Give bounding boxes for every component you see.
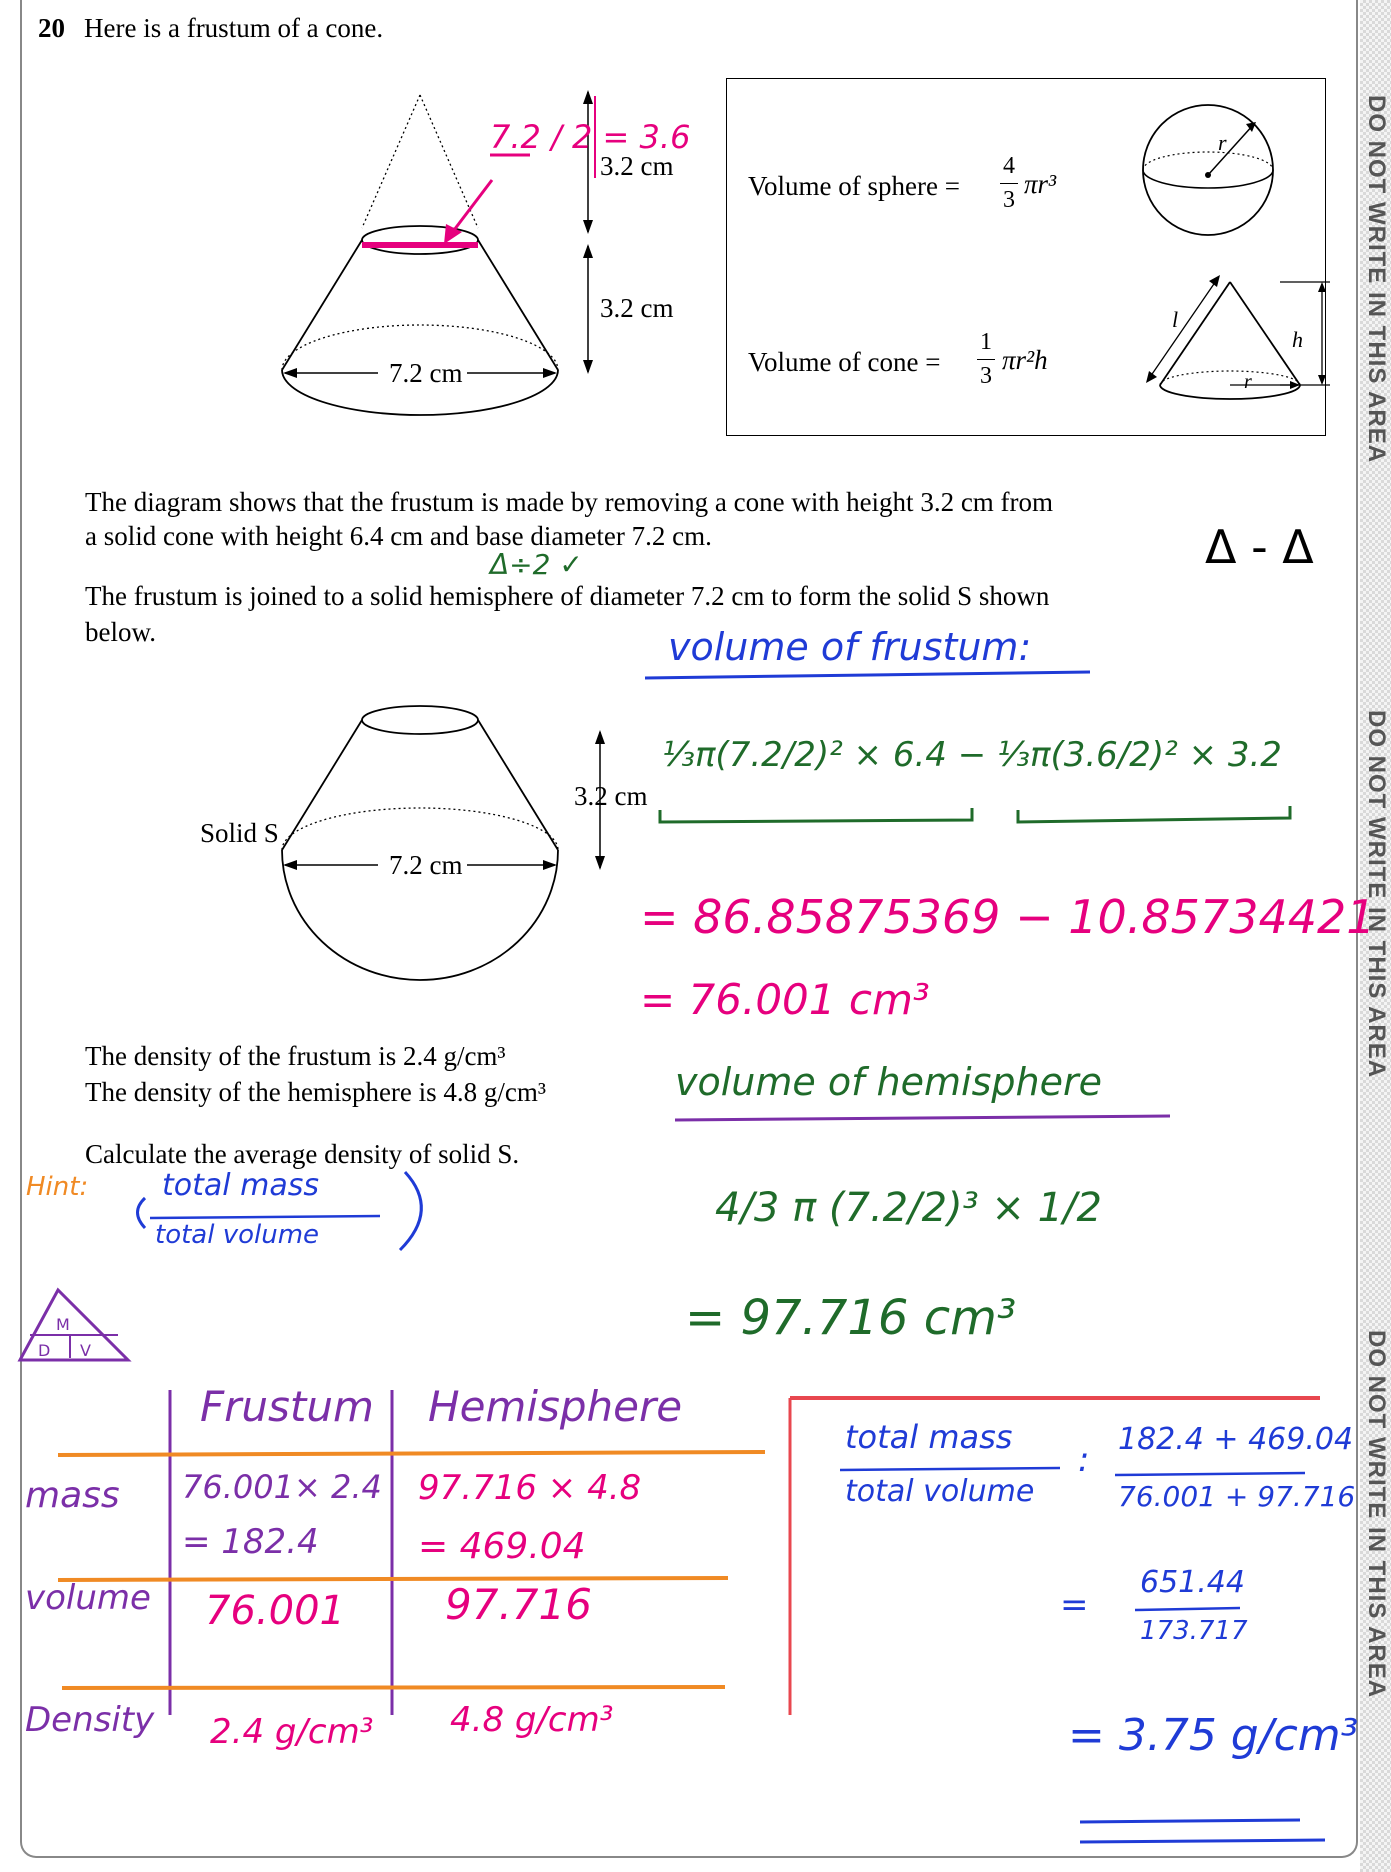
svg-text:M: M bbox=[56, 1315, 70, 1334]
hw-hemi-heading: volume of hemisphere bbox=[675, 1060, 1102, 1104]
instruction-text: Calculate the average density of solid S. bbox=[85, 1139, 520, 1169]
hw-ratio-num: total mass bbox=[845, 1418, 1013, 1456]
cone-height-label: h bbox=[1292, 327, 1303, 352]
hw-row-density: Density bbox=[25, 1700, 155, 1740]
hw-hint-label: Hint: bbox=[26, 1172, 89, 1202]
question-number: 20 bbox=[38, 13, 65, 43]
hw-frustum-line1: = 86.85875369 − 10.85734421 bbox=[640, 890, 1376, 944]
sphere-formula-den: 3 bbox=[1003, 187, 1015, 213]
base-diameter-label: 7.2 cm bbox=[385, 355, 467, 391]
hw-calc-eq: = bbox=[1060, 1585, 1089, 1625]
formula-box bbox=[726, 78, 1326, 436]
solid-diameter-label: 7.2 cm bbox=[385, 847, 467, 883]
solid-height-label: 3.2 cm bbox=[574, 781, 648, 811]
svg-text:D: D bbox=[38, 1341, 51, 1360]
hw-hemi-result: = 97.716 cm³ bbox=[685, 1290, 1017, 1346]
hw-density-hemi: 4.8 g/cm³ bbox=[450, 1700, 614, 1740]
hw-mass-hemi-result: = 469.04 bbox=[418, 1526, 586, 1567]
sphere-formula-rest: πr³ bbox=[1024, 169, 1057, 199]
hw-calc-den2: 173.717 bbox=[1140, 1616, 1248, 1646]
hw-frustum-heading: volume of frustum: bbox=[668, 625, 1032, 669]
hw-mass-hemi-calc: 97.716 × 4.8 bbox=[418, 1468, 642, 1508]
density-frustum-text: The density of the frustum is 2.4 g/cm³ bbox=[85, 1041, 506, 1071]
hw-density-frustum: 2.4 g/cm³ bbox=[210, 1712, 374, 1752]
hw-table-col2: Hemisphere bbox=[428, 1382, 683, 1431]
hw-calc-den: 76.001 + 97.716 bbox=[1118, 1480, 1356, 1513]
cone-slant-label: l bbox=[1172, 307, 1179, 332]
cone-radius-label: r bbox=[1244, 371, 1252, 393]
hw-volume-hemi: 97.716 bbox=[445, 1580, 592, 1629]
sphere-formula-label: Volume of sphere = bbox=[748, 171, 960, 201]
hw-mass-frustum-result: = 182.4 bbox=[182, 1522, 319, 1562]
hw-hint-num: total mass bbox=[162, 1168, 320, 1203]
svg-text:V: V bbox=[80, 1341, 91, 1360]
cone-formula-num: 1 bbox=[980, 329, 992, 355]
solid-s-label: Solid S bbox=[200, 818, 279, 848]
hw-pink-fraction: 7.2 / 2 = 3.6 bbox=[490, 118, 691, 156]
cone-formula-rest: πr²h bbox=[1002, 345, 1048, 375]
hw-mass-frustum-calc: 76.001× 2.4 bbox=[182, 1468, 382, 1506]
cone-formula-den: 3 bbox=[980, 363, 992, 389]
hw-row-mass: mass bbox=[25, 1475, 120, 1516]
hw-hint-den: total volume bbox=[155, 1220, 320, 1250]
hw-ratio-den: total volume bbox=[845, 1474, 1035, 1509]
hw-triangle-note: Δ - Δ bbox=[1205, 520, 1314, 574]
hw-ratio-eq: : bbox=[1078, 1440, 1090, 1480]
sphere-formula-num: 4 bbox=[1003, 153, 1015, 179]
hw-frustum-expr: ⅓π(7.2/2)² × 6.4 − ⅓π(3.6/2)² × 3.2 bbox=[662, 735, 1282, 775]
margin-warning: DO NOT WRITE IN THIS AREA bbox=[1363, 95, 1390, 464]
lower-height-label: 3.2 cm bbox=[600, 293, 674, 323]
question-title: Here is a frustum of a cone. bbox=[84, 13, 384, 43]
margin-warning: DO NOT WRITE IN THIS AREA bbox=[1363, 710, 1390, 1079]
hw-volume-frustum: 76.001 bbox=[205, 1588, 345, 1634]
hw-table-col1: Frustum bbox=[200, 1382, 374, 1431]
hw-hemi-expr: 4/3 π (7.2/2)³ × 1/2 bbox=[715, 1185, 1102, 1231]
para1-line1: The diagram shows that the frustum is made by removing a cone with height 3.2 cm from bbox=[85, 487, 1054, 517]
hw-calc-num2: 651.44 bbox=[1140, 1565, 1245, 1600]
hw-calc-num: 182.4 + 469.04 bbox=[1118, 1422, 1354, 1457]
hw-frustum-line2: = 76.001 cm³ bbox=[640, 975, 930, 1024]
para2-line1: The frustum is joined to a solid hemisphere of diameter 7.2 cm to form the solid S shown bbox=[85, 581, 1050, 611]
margin-warning: DO NOT WRITE IN THIS AREA bbox=[1363, 1330, 1390, 1699]
hw-row-volume: volume bbox=[25, 1578, 151, 1618]
hw-tick-note: Δ÷2 ✓ bbox=[490, 548, 583, 581]
density-hemisphere-text: The density of the hemisphere is 4.8 g/cm³ bbox=[85, 1077, 546, 1107]
para1-line2: a solid cone with height 6.4 cm and base diameter 7.2 cm. bbox=[85, 521, 712, 551]
para2-line2: below. bbox=[85, 617, 156, 647]
hw-final-answer: = 3.75 g/cm³ bbox=[1068, 1710, 1359, 1761]
cone-formula-label: Volume of cone = bbox=[748, 347, 941, 377]
upper-height-label: 3.2 cm bbox=[600, 151, 674, 181]
sphere-radius-label: r bbox=[1218, 130, 1227, 155]
